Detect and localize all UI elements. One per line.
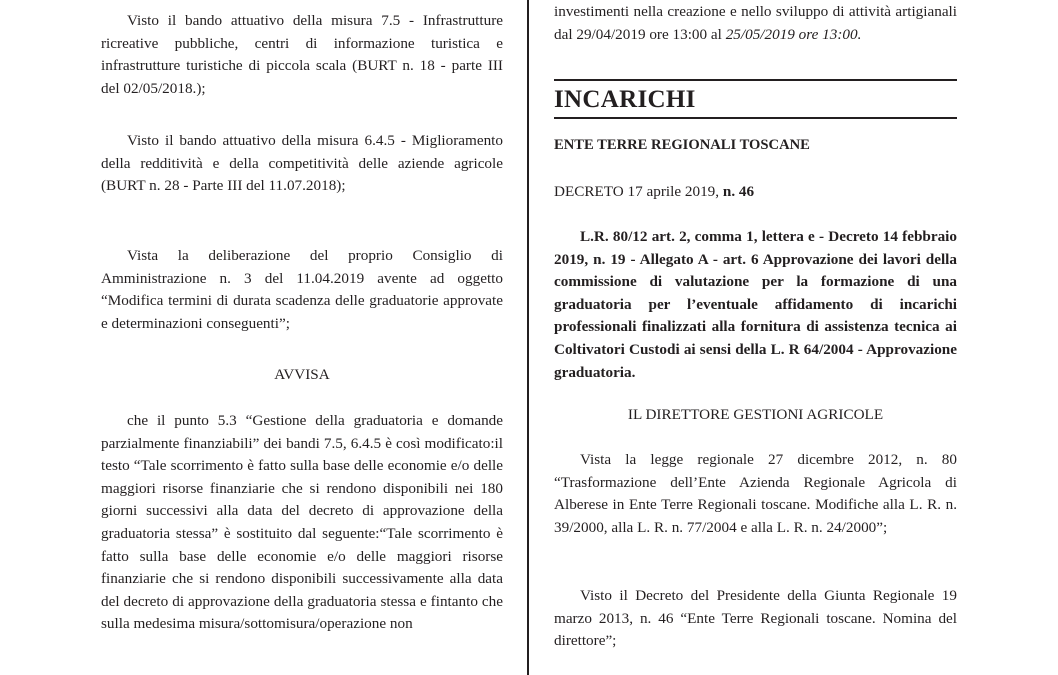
paragraph-deliberazione: Vista la deliberazione del proprio Consiglio di Amministrazione n. 3 del 11.04.2019 avente ad oggetto “Modifica termini di durata scadenza delle graduatorie approvate e determinazioni conseguenti”; — [101, 247, 503, 332]
paragraph-investimenti — [554, 1, 957, 46]
entity-name: ENTE TERRE REGIONALI TOSCANE — [554, 137, 810, 153]
section-rule-bottom — [554, 117, 957, 119]
paragraph-misura-7-5: Visto il bando attuativo della misura 7.5 - Infrastrutture ricreative pubbliche, centri di informazione turistica e infrastrutture turistiche di piccola scala (BURT n. 18 - parte III del 02/05/2018.); — [101, 12, 503, 97]
column-divider — [527, 0, 529, 675]
director-heading: IL DIRETTORE GESTIONI AGRICOLE — [627, 406, 884, 423]
decree-heading — [554, 181, 957, 204]
investimenti-text: investimenti nella creazione e nello sviluppo di attività artigianali dal 29/04/2019 ore 13:00 al — [554, 3, 957, 43]
paragraph-legge-80: Vista la legge regionale 27 dicembre 2012, n. 80 “Trasformazione dell’Ente Azienda Regionale Agricola di Alberese in Ente Terre Regionali toscane. Modifiche alla L. R. n. 39/2000, alla L. R. n. 77/2004 e alla L. R. n. 24/2000”; — [554, 451, 957, 536]
paragraph-misura-6-4-5: Visto il bando attuativo della misura 6.4.5 - Miglioramento della redditività e della competitività delle aziende agricole (BURT n. 28 - Parte III del 11.07.2018); — [101, 132, 503, 195]
section-rule-top — [554, 79, 957, 81]
paragraph-punto-5-3: che il punto 5.3 “Gestione della graduatoria e domande parzialmente finanziabili” dei bandi 7.5, 6.4.5 è così modificato:il testo “Tale scorrimento è fatto sulla base delle economie e/o delle maggiori risorse finanziarie che si rendono disponibili nei 180 giorni successivi alla data del decreto di approvazione della graduatoria stessa” è sostituito dal seguente:“Tale scorrimento è fatto sulla base delle economie e/o delle maggiori risorse finanziarie che si rendono disponibili successivamente alla data del decreto di approvazione della graduatoria stessa e fintanto che sulla medesima misura/sottomisura/operazione non — [101, 412, 503, 633]
decree-date: DECRETO 17 aprile 2019, — [554, 183, 723, 200]
decree-subject: L.R. 80/12 art. 2, comma 1, lettera e - Decreto 14 febbraio 2019, n. 19 - Allegato A - art. 6 Approvazione dei lavori della commissione di valutazione per la formazione di una graduatoria per l’eventuale affidamento di incarichi professionali finalizzati alla fornitura di assistenza tecnica ai Coltivatori Custodi ai sensi della L. R 64/2004 - Approvazione graduatoria. — [554, 228, 957, 381]
decree-number: n. 46 — [722, 183, 755, 200]
section-title: INCARICHI — [554, 86, 696, 113]
avvisa-heading: AVVISA — [274, 366, 330, 383]
investimenti-deadline: 25/05/2019 ore 13:00. — [725, 25, 862, 43]
paragraph-decreto-presidente: Visto il Decreto del Presidente della Giunta Regionale 19 marzo 2013, n. 46 “Ente Terre Regionali toscane. Nomina del direttore”; — [554, 587, 957, 650]
